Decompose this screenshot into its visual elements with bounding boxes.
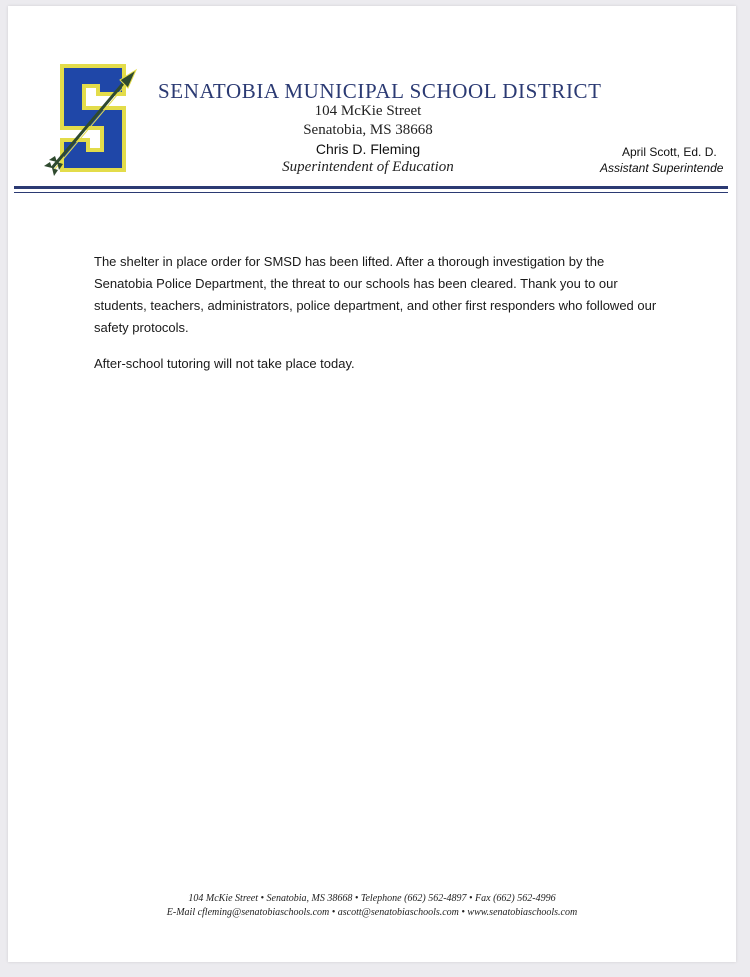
superintendent-name: Chris D. Fleming (315, 141, 421, 157)
letterhead-address-city: Senatobia, MS 38668 (303, 122, 433, 138)
letterhead-address-street: 104 McKie Street (314, 103, 422, 119)
letter-body (94, 251, 664, 389)
footer-contact-line: 104 McKie Street • Senatobia, MS 38668 • Telephone (662) 562-4897 • Fax (662) 562-4996 (188, 893, 556, 904)
assistant-superintendent-name: April Scott, Ed. D. (622, 145, 717, 159)
assistant-superintendent-title: Assistant Superintende (600, 161, 724, 175)
letter-page (8, 6, 736, 962)
letter-s-arrow-logo-icon (40, 58, 140, 178)
superintendent-title: Superintendent of Education (282, 159, 454, 175)
footer-email-line: E-Mail cfleming@senatobiaschools.com • ascott@senatobiaschools.com • www.senatobiaschools.com (166, 907, 578, 918)
body-paragraph: After-school tutoring will not take place today. (94, 356, 355, 371)
body-paragraph: The shelter in place order for SMSD has been lifted. After a thorough investigation by the Senatobia Police Department, the threat to our schools has been cleared. Thank you to our students, teachers, administrators, police department, and other first responders who followed our safety protocols. (94, 254, 657, 335)
letterhead-divider-thin (14, 192, 728, 193)
letterhead-divider-thick (14, 186, 728, 189)
district-name: SENATOBIA MUNICIPAL SCHOOL DISTRICT (158, 79, 602, 103)
